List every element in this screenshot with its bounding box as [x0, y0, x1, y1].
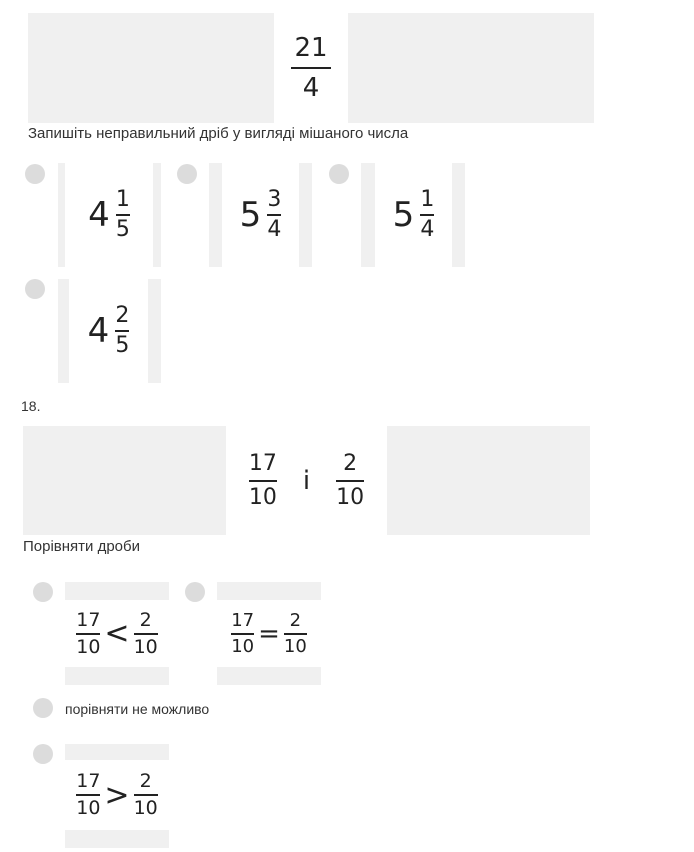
q18-option-3-radio[interactable] [33, 698, 53, 718]
q18-option-2-image[interactable]: $\frac{17}{10}$ = $\frac{2}{10}$ [217, 600, 321, 667]
mixed-denominator: 4 [267, 217, 282, 242]
q18-option-4-image[interactable]: $\frac{17}{10}$ > $\frac{2}{10}$ [65, 760, 169, 830]
compare-sign: = [258, 618, 280, 649]
mixed-whole: 5 [392, 195, 415, 235]
q17-option-2-radio[interactable] [177, 164, 197, 184]
q17-option-1-mixed-number [88, 189, 130, 241]
q17-option-1-image[interactable] [65, 163, 153, 267]
q18-fraction-b: $\frac{2}{10}$ [336, 450, 365, 510]
q18-option-1-radio[interactable] [33, 582, 53, 602]
q18-option-2-radio[interactable] [185, 582, 205, 602]
q17-prompt: Запишіть неправильний дріб у вигляді мішаного числа [28, 125, 409, 142]
q17-option-1-radio[interactable] [25, 164, 45, 184]
q17-option-3-image[interactable] [375, 163, 452, 267]
q18-option-1-image[interactable]: $\frac{17}{10}$ < $\frac{2}{10}$ [65, 600, 169, 667]
q17-fraction [291, 35, 331, 101]
q17-option-4-mixed-number [88, 305, 130, 357]
q18-fractions-box [226, 426, 387, 535]
q17-fraction-denominator: 4 [302, 73, 320, 103]
mixed-whole: 5 [239, 195, 262, 235]
q18-fraction-a: $\frac{17}{10}$ [248, 450, 277, 510]
q18-prompt: Порівняти дроби [23, 538, 140, 555]
q18-option-4-radio[interactable] [33, 744, 53, 764]
mixed-numerator: 1 [420, 187, 435, 212]
mixed-denominator: 4 [420, 217, 435, 242]
q17-option-4-radio[interactable] [25, 279, 45, 299]
mixed-denominator: 5 [115, 333, 130, 358]
q17-option-3-radio[interactable] [329, 164, 349, 184]
mixed-whole: 4 [88, 195, 110, 235]
q18-option-3-label[interactable]: порівняти не можливо [65, 701, 210, 717]
q17-option-2-mixed-number [240, 189, 282, 241]
mixed-whole: 4 [87, 311, 110, 351]
compare-sign: < [104, 616, 130, 651]
mixed-numerator: 2 [115, 303, 130, 328]
q17-option-4-image[interactable] [69, 279, 148, 383]
compare-sign: > [104, 777, 130, 813]
q17-option-2-image[interactable] [222, 163, 299, 267]
q17-option-3-mixed-number [393, 189, 435, 241]
q18-number: 18. [21, 398, 41, 414]
mixed-numerator: 3 [267, 187, 282, 212]
q17-fraction-numerator: 21 [294, 33, 328, 63]
mixed-numerator: 1 [115, 187, 130, 212]
q17-fraction-box [274, 13, 348, 123]
mixed-denominator: 5 [115, 217, 130, 242]
q18-connector: і [302, 465, 311, 496]
